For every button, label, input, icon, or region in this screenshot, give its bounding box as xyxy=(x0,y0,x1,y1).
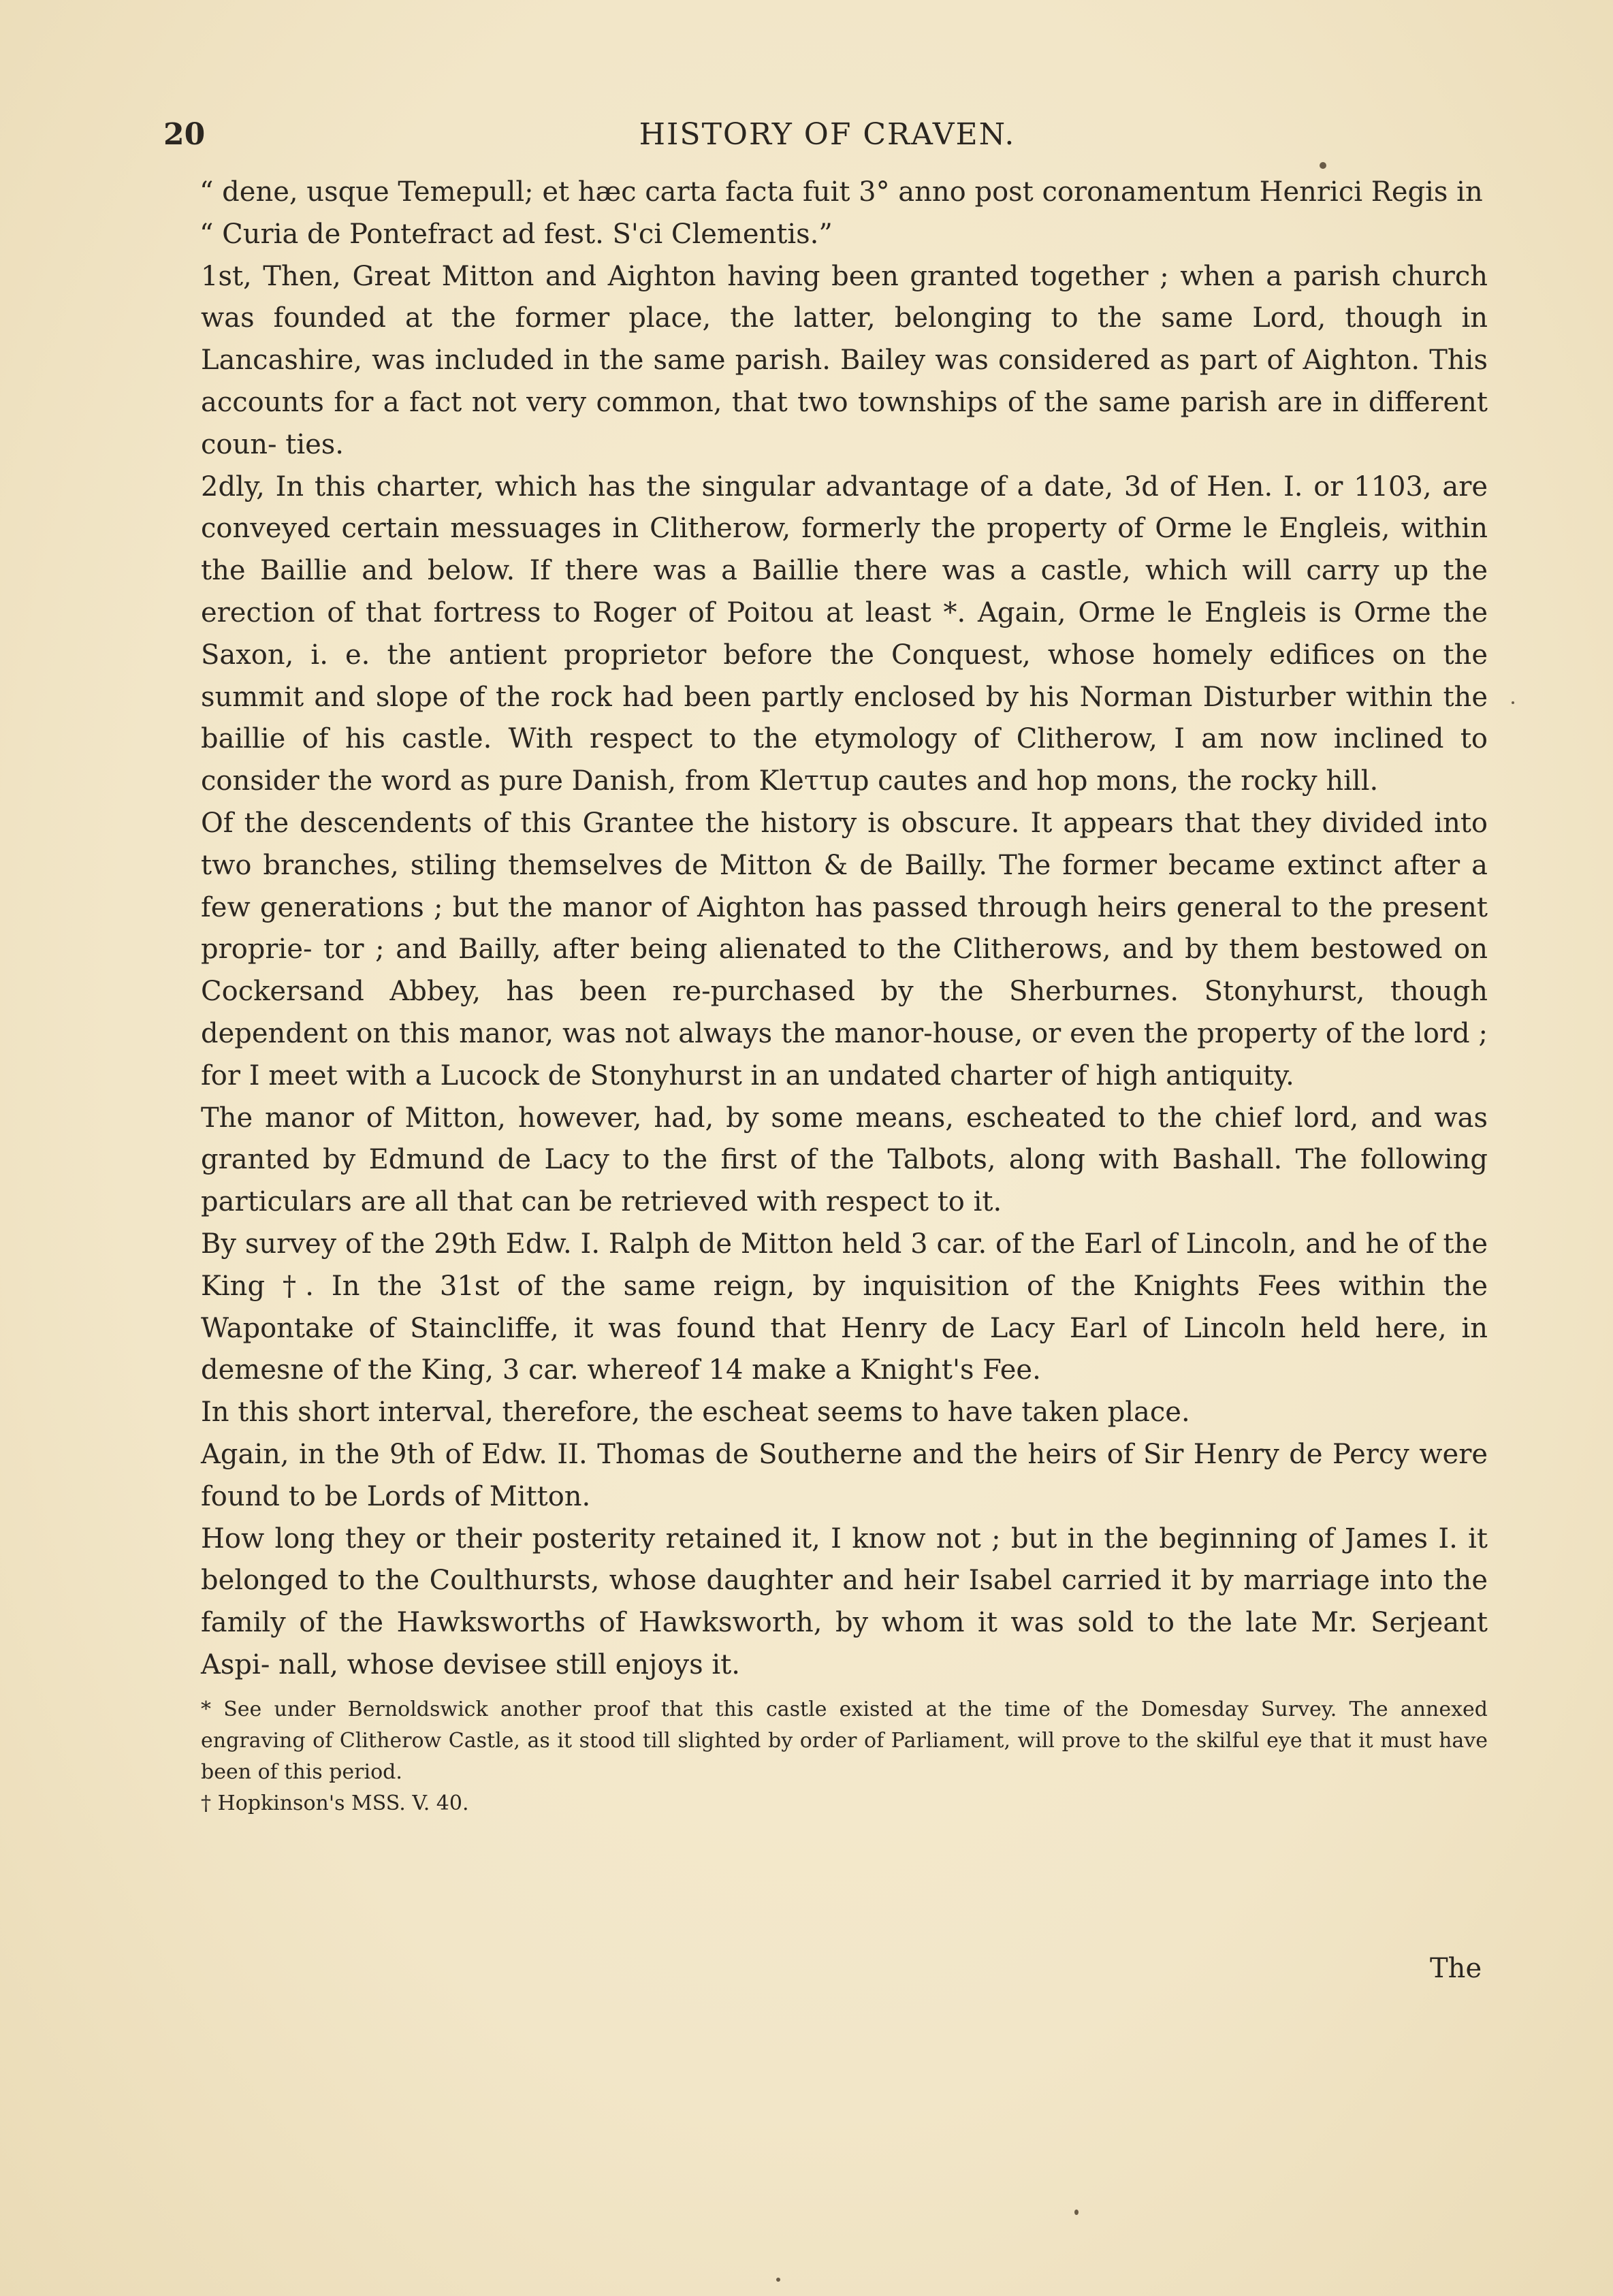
footnotes xyxy=(201,1694,1488,1819)
quote-line-1: “ dene, usque Temepull; et hæc carta facta fuit 3° anno post coronamentum Henrici Regis in xyxy=(199,176,1483,208)
paragraph-survey: By survey of the 29th Edw. I. Ralph de Mitton held 3 car. of the Earl of Lincoln, and he of the King †. In the 31st of the same reign, by inquisition of the Knights Fees within the Wapontake of Staincliffe, it was found that Henry de Lacy Earl of Lincoln held here, in demesne of the King, 3 car. whereof 14 make a Knight's Fee. xyxy=(201,1228,1488,1386)
running-head: HISTORY OF CRAVEN. xyxy=(639,117,1016,152)
paper-speck xyxy=(1512,701,1514,704)
paragraph-descendents: Of the descendents of this Grantee the history is obscure. It appears that they divided into two branches, stiling themselves de Mitton & de Bailly. The former became extinct after a few generations ; but the manor of Aighton has passed through heirs general to the present proprie- tor ; and Bailly, after being alienated to the Clitherows, and by them bestowed on Cockersand Abbey, has been re-purchased by the Sherburnes. Stonyhurst, though dependent on this manor, was not always the manor-house, or even the property of the lord ; for I meet with a Lucock de Stonyhurst in an undated charter of high antiquity. xyxy=(201,807,1488,1091)
paragraph-escheat: In this short interval, therefore, the escheat seems to have taken place. xyxy=(201,1397,1190,1429)
quote-line-2: “ Curia de Pontefract ad fest. S'ci Clementis.” xyxy=(199,218,833,250)
paragraph-southerne: Again, in the 9th of Edw. II. Thomas de Southerne and the heirs of Sir Henry de Percy were found to be Lords of Mitton. xyxy=(201,1438,1488,1512)
paper-speck xyxy=(776,2278,780,2282)
catchword: The xyxy=(1430,1953,1482,1984)
paragraph-first: 1st, Then, Great Mitton and Aighton having been granted together ; when a parish church was founded at the former place, the latter, belonging to the same Lord, though in Lancashire, was included in the same parish. Bailey was considered as part of Aighton. This accounts for a fact not very common, that two townships of the same parish are in different coun- ties. xyxy=(201,260,1488,460)
page-header xyxy=(163,117,1491,158)
footnote-asterisk: * See under Bernoldswick another proof that this castle existed at the time of the Domesday Survey. The annexed engraving of Clitherow Castle, as it stood till slighted by order of Parliament, will prove to the skilful eye that it must have been of this period. xyxy=(201,1697,1488,1784)
page-number: 20 xyxy=(163,117,206,152)
paragraph-second: 2dly, In this charter, which has the singular advantage of a date, 3d of Hen. I. or 1103, are conveyed certain messuages in Clitherow, formerly the property of Orme le Engleis, within the Baillie and below. If there was a Baillie there was a castle, which will carry up the erection of that fortress to Roger of Poitou at least *. Again, Orme le Engleis is Orme the Saxon, i. e. the antient proprietor before the Conquest, whose homely edifices on the summit and slope of the rock had been partly enclosed by his Norman Disturber within the baillie of his castle. With respect to the etymology of Clitherow, I am now inclined to consider the word as pure Danish, from Kleττup cautes and hop mons, the rocky hill. xyxy=(201,471,1488,797)
paragraph-manor-of-mitton: The manor of Mitton, however, had, by some means, escheated to the chief lord, and was granted by Edmund de Lacy to the first of the Talbots, along with Bashall. The following particulars are all that can be retrieved with respect to it. xyxy=(201,1102,1488,1218)
paper-speck xyxy=(1320,162,1326,169)
paragraph-posterity: How long they or their posterity retained it, I know not ; but in the beginning of James I. it belonged to the Coulthursts, whose daughter and heir Isabel carried it by marriage into the family of the Hawksworths of Hawksworth, by whom it was sold to the late Mr. Serjeant Aspi- nall, whose devisee still enjoys it. xyxy=(201,1522,1488,1680)
paper-speck xyxy=(1074,2210,1079,2215)
footnote-dagger: † Hopkinson's MSS. V. 40. xyxy=(201,1791,469,1815)
body-text xyxy=(201,172,1488,1687)
